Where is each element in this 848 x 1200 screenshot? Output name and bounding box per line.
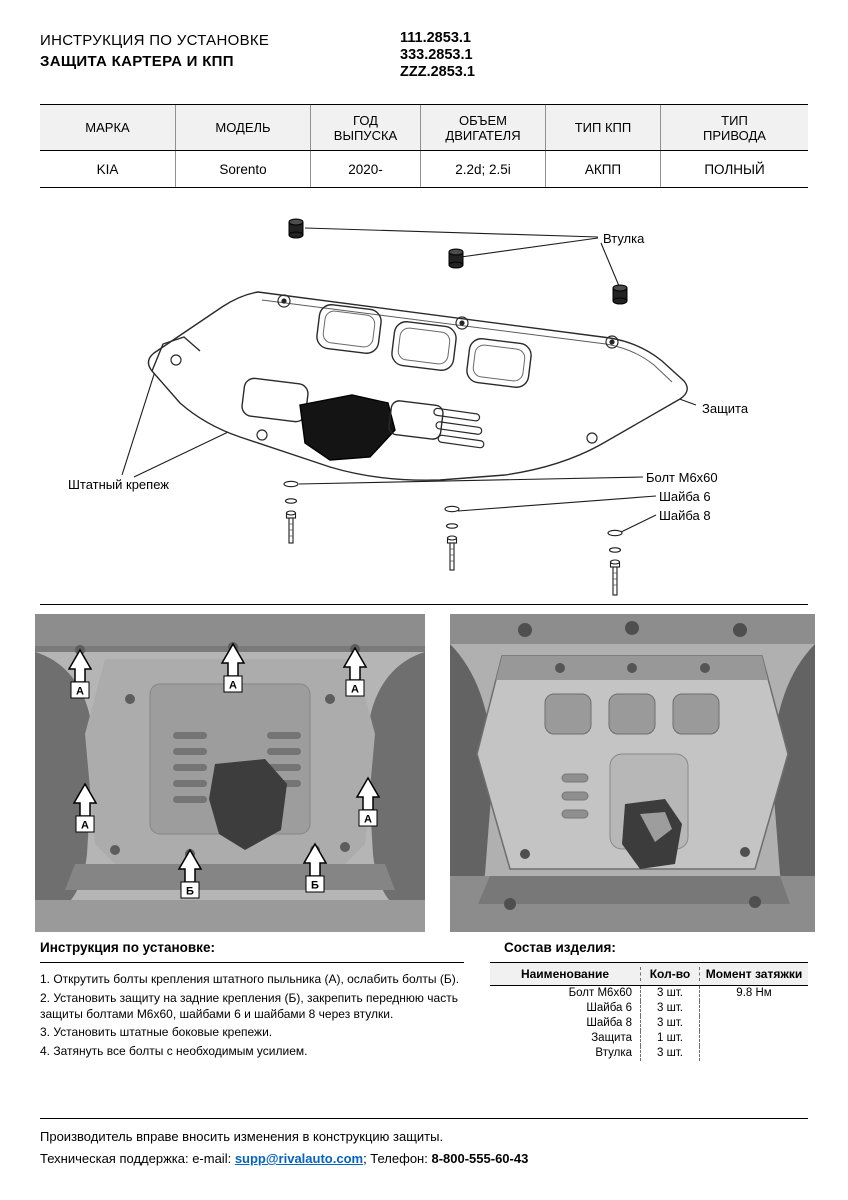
spec-value-model: Sorento — [175, 151, 310, 187]
rear-crossmember — [478, 876, 790, 904]
document-header — [40, 32, 269, 70]
part-number: ZZZ.2853.1 — [400, 64, 475, 80]
part-name: Болт М6х60 — [568, 987, 632, 999]
label-washer6: Шайба 6 — [659, 489, 711, 504]
phone-label: ; Телефон: — [363, 1151, 432, 1166]
bumper-band — [35, 614, 425, 646]
marker-letter: А — [76, 685, 84, 698]
instruction-step-1: 1. Открутить болты крепления штатного пыльника (А), ослабить болты (Б). — [40, 972, 460, 986]
marker-letter: А — [351, 683, 359, 696]
document-title-line1: ИНСТРУКЦИЯ ПО УСТАНОВКЕ — [40, 32, 270, 49]
part-torque — [700, 1016, 808, 1031]
support-label: Техническая поддержка: e-mail: — [40, 1151, 235, 1166]
parts-row — [490, 1016, 808, 1031]
part-qty: 3 шт. — [640, 986, 700, 1001]
parts-header-qty: Кол-во — [640, 967, 700, 981]
part-name: Шайба 8 — [586, 1017, 632, 1029]
parts-row — [490, 1046, 808, 1061]
label-washer8: Шайба 8 — [659, 508, 711, 523]
spec-value-drive: ПОЛНЫЙ — [660, 151, 808, 187]
lower-band — [35, 900, 425, 932]
marker-letter: А — [229, 679, 237, 692]
spec-table-header-row — [40, 105, 808, 151]
instruction-step-3: 3. Установить штатные боковые крепежи. — [40, 1025, 273, 1040]
fastener-stack-3 — [608, 530, 622, 595]
label-bolt: Болт М6х60 — [646, 470, 718, 485]
label-factory-fastener: Штатный крепеж — [68, 477, 169, 492]
spec-value-engine: 2.2d; 2.5i — [420, 151, 545, 187]
parts-list — [490, 940, 808, 1061]
separator-line — [40, 604, 808, 605]
marker-letter: Б — [186, 885, 194, 898]
parts-header-name: Наименование — [520, 967, 610, 981]
document-title-line2: ЗАЩИТА КАРТЕРА И КПП — [40, 53, 234, 70]
photo-after-installation — [450, 614, 815, 932]
document-footer — [40, 1118, 808, 1166]
part-qty: 3 шт. — [640, 1046, 700, 1061]
photo-before-installation — [35, 614, 425, 932]
part-torque — [700, 1001, 808, 1016]
instructions-title: Инструкция по установке: — [40, 940, 464, 963]
installation-instructions — [40, 940, 464, 1063]
fastener-stack-2 — [445, 506, 459, 570]
bushing-2 — [449, 249, 463, 268]
manufacturer-note: Производитель вправе вносить изменения в конструкцию защиты. — [40, 1129, 444, 1144]
part-number: 333.2853.1 — [400, 47, 473, 63]
part-qty: 3 шт. — [640, 1016, 700, 1031]
crossmember — [65, 864, 395, 890]
part-qty: 1 шт. — [640, 1031, 700, 1046]
marker-letter: А — [364, 813, 372, 826]
part-torque — [700, 1031, 808, 1046]
bushing-3 — [613, 285, 627, 304]
parts-list-header-row — [490, 963, 808, 986]
label-plate: Защита — [702, 401, 749, 416]
bushing-1 — [289, 219, 303, 238]
spec-header-gearbox: ТИП КПП — [545, 105, 660, 150]
instruction-step-4: 4. Затянуть все болты с необходимым усилием. — [40, 1044, 308, 1059]
spec-header-model: МОДЕЛЬ — [175, 105, 310, 150]
spec-value-brand: KIA — [96, 161, 119, 177]
skid-plate-drawing — [148, 292, 687, 480]
footer-rule — [40, 1118, 808, 1119]
fastener-stacks — [284, 481, 622, 595]
spec-value-gearbox: АКПП — [545, 151, 660, 187]
part-qty: 3 шт. — [640, 1001, 700, 1016]
installation-diagram — [0, 195, 848, 605]
parts-row — [490, 1031, 808, 1046]
marker-letter: Б — [311, 879, 319, 892]
spec-table-data-row — [40, 151, 808, 187]
parts-list-title: Состав изделия: — [490, 940, 808, 963]
part-numbers — [400, 30, 475, 81]
parts-header-torque: Момент затяжки — [705, 967, 803, 981]
plate-cutouts — [545, 694, 719, 734]
part-number: 111.2853.1 — [400, 30, 471, 46]
support-phone: 8-800-555-60-43 — [431, 1151, 529, 1166]
spec-header-drive: ТИП ПРИВОДА — [660, 105, 808, 150]
part-torque: 9.8 Нм — [736, 987, 772, 999]
spec-header-year: ГОД ВЫПУСКА — [310, 105, 420, 150]
support-email-link[interactable]: supp@rivalauto.com — [234, 1151, 364, 1166]
fastener-stack-1 — [284, 481, 298, 543]
part-torque — [700, 1046, 808, 1061]
bushing-parts — [289, 219, 627, 304]
part-name: Втулка — [595, 1047, 632, 1059]
part-name: Шайба 6 — [586, 1002, 632, 1014]
marker-letter: А — [81, 819, 89, 832]
spec-header-engine: ОБЪЕМ ДВИГАТЕЛЯ — [420, 105, 545, 150]
plate-slots — [562, 774, 588, 818]
spec-value-year: 2020- — [310, 151, 420, 187]
instruction-step-2: 2. Установить защиту на задние крепления (Б), закрепить переднюю часть защиты болтами М6х60, шайбами 6 и шайбами 8 через втулки. — [40, 990, 458, 1021]
vehicle-spec-table — [40, 104, 808, 188]
part-name: Защита — [591, 1032, 632, 1044]
parts-row — [490, 986, 808, 1001]
label-bushing: Втулка — [603, 231, 645, 246]
support-contacts — [40, 1151, 808, 1166]
parts-row — [490, 1001, 808, 1016]
instruction-steps — [40, 972, 464, 1060]
spec-header-brand: МАРКА — [85, 120, 130, 135]
